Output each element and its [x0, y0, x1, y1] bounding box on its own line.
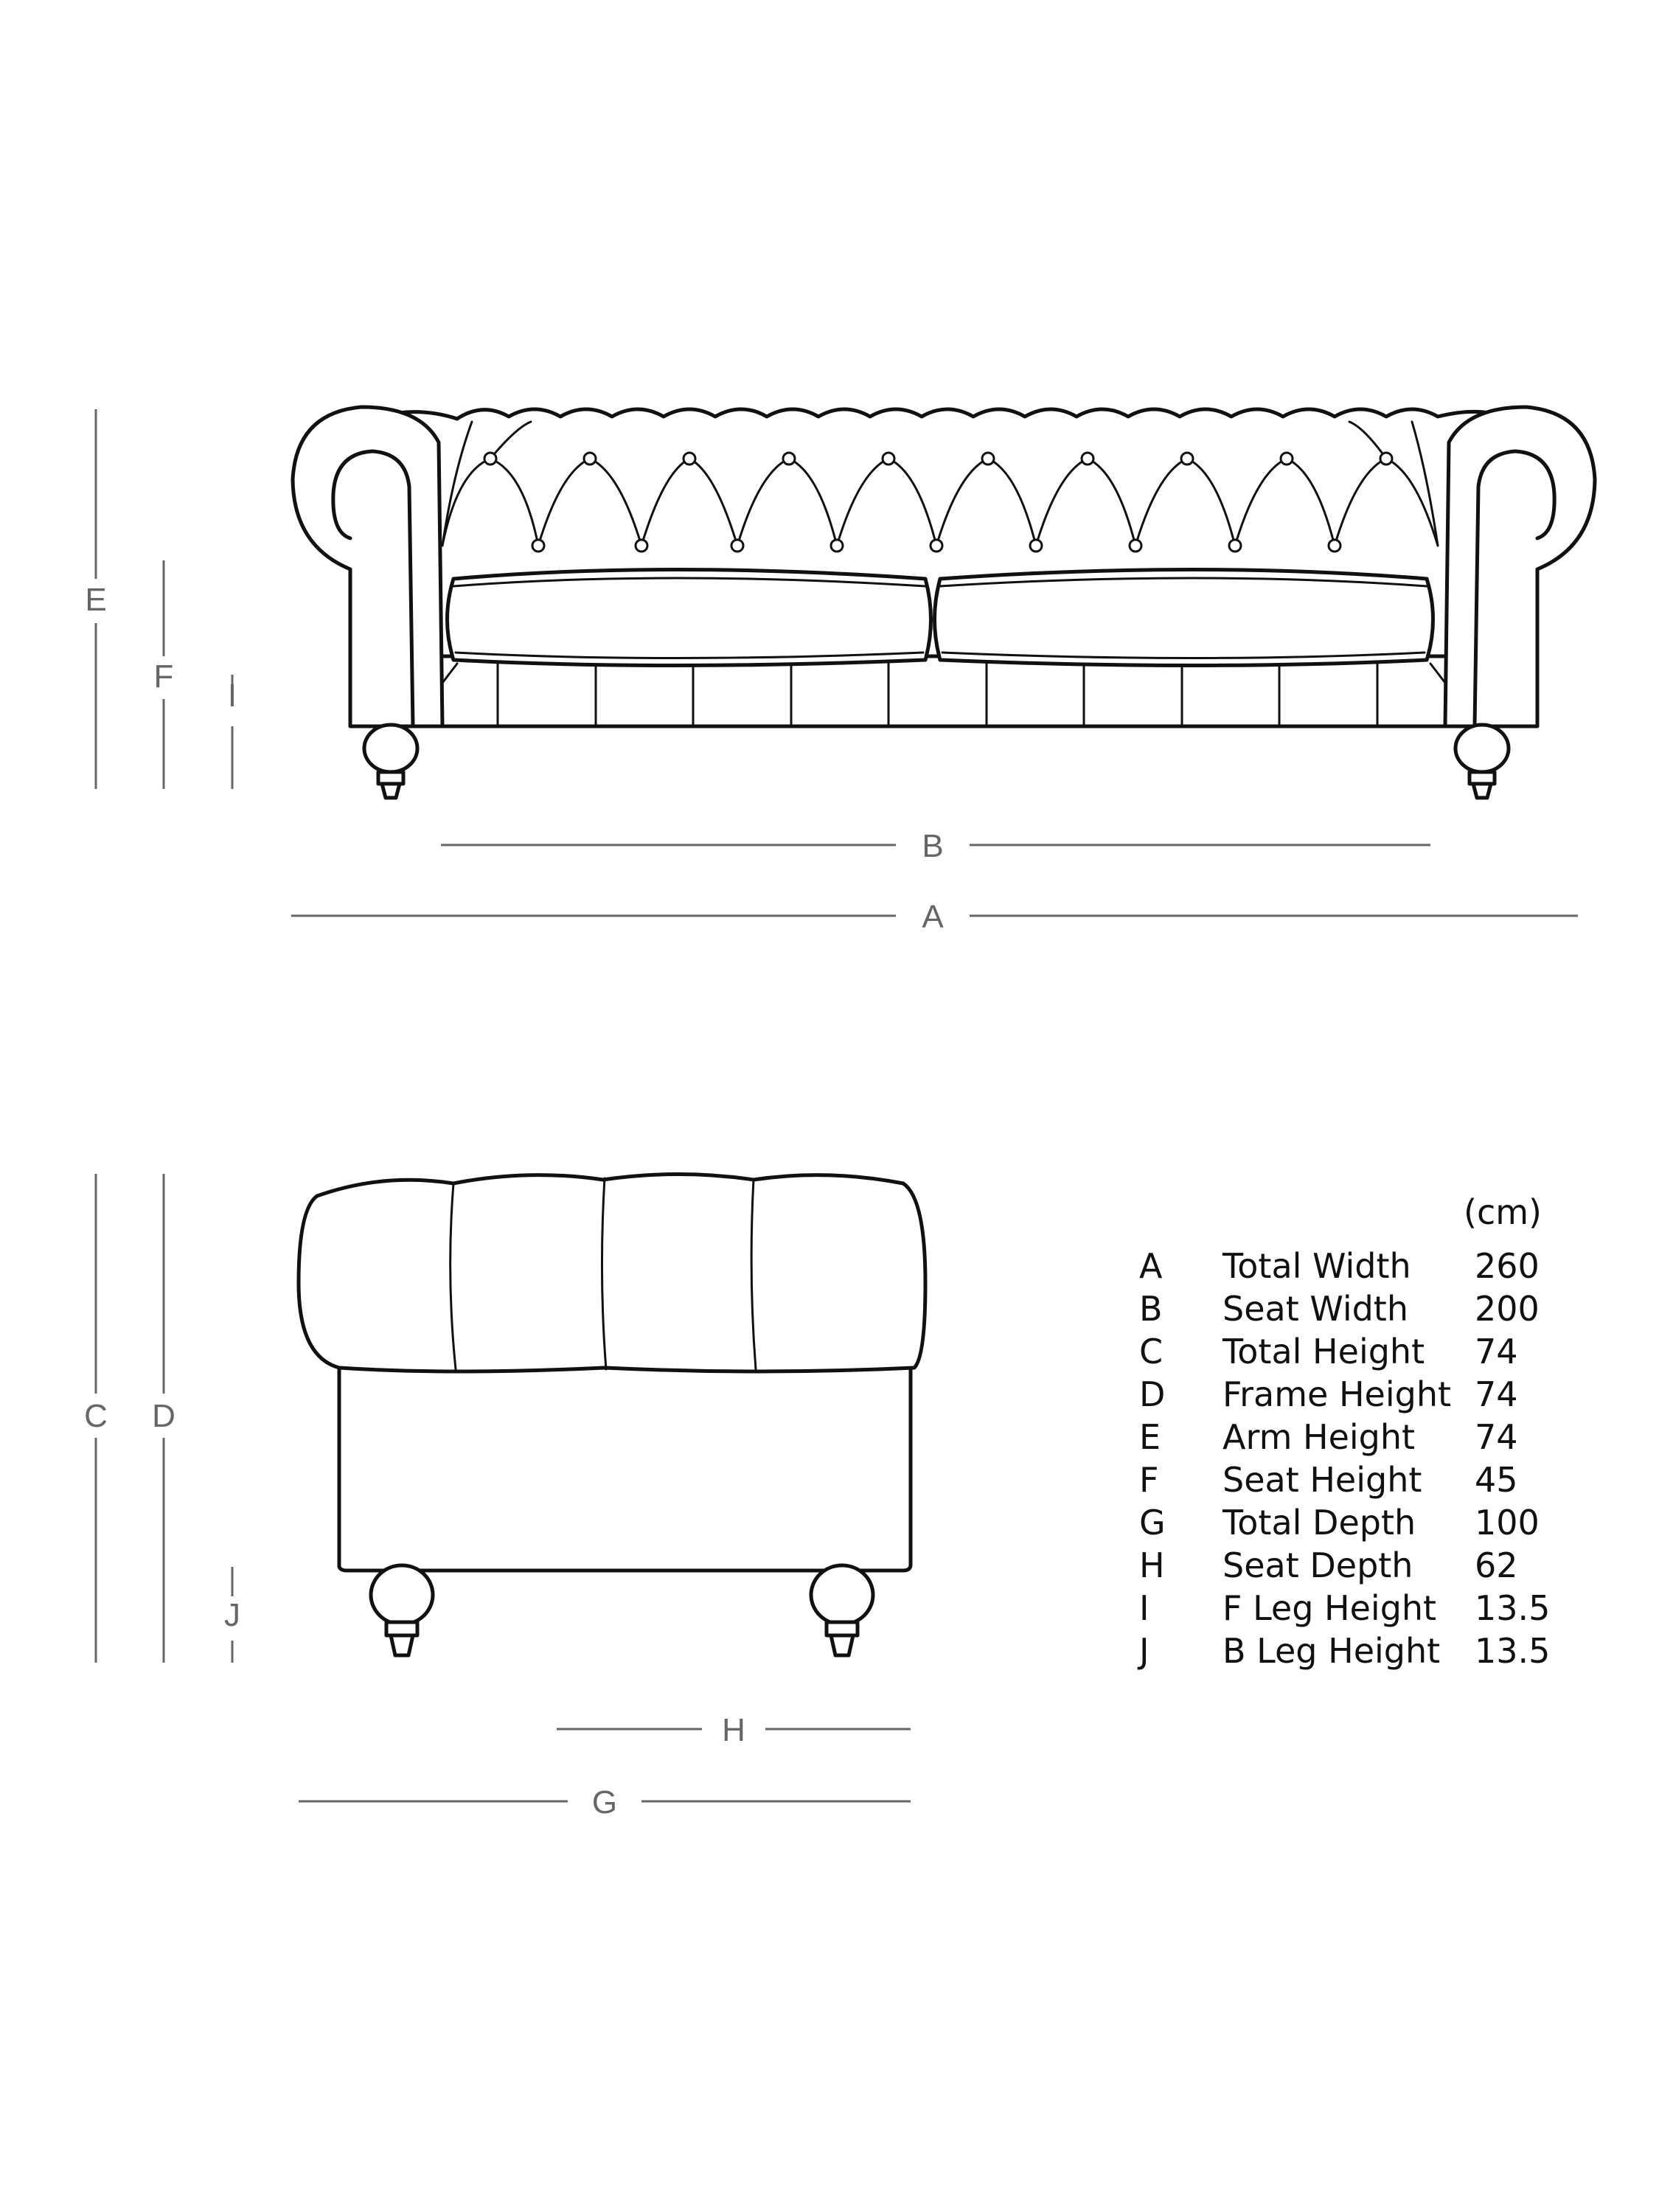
side-back-leg: [811, 1565, 873, 1655]
tuft-button: [1130, 540, 1141, 552]
side-view: [84, 1174, 925, 1820]
label-e: E: [85, 582, 107, 618]
tuft-button: [1229, 540, 1241, 552]
tuft-button: [584, 453, 596, 465]
table-row: [1139, 1503, 1540, 1543]
seat-cushion-right: [935, 570, 1433, 666]
side-backrest: [299, 1175, 925, 1372]
table-row: [1139, 1332, 1518, 1371]
label-b: B: [922, 828, 944, 864]
front-right-leg: [1455, 725, 1509, 798]
front-seat-base: [398, 656, 1489, 726]
row-letter: F: [1139, 1460, 1159, 1500]
tuft-button: [1082, 453, 1093, 465]
label-f: F: [153, 658, 174, 695]
tuft-button: [831, 540, 843, 552]
tuft-button: [1329, 540, 1340, 552]
row-letter: I: [1139, 1588, 1150, 1628]
seat-cushion-left: [448, 570, 931, 666]
label-g: G: [591, 1784, 618, 1820]
tuft-button: [783, 453, 795, 465]
row-name: Total Depth: [1222, 1503, 1416, 1543]
row-value: 260: [1475, 1246, 1540, 1286]
tuft-button: [1380, 453, 1392, 465]
table-row: [1139, 1545, 1518, 1585]
row-letter: H: [1139, 1545, 1165, 1585]
tuft-button: [883, 453, 894, 465]
row-letter: E: [1139, 1417, 1161, 1457]
table-row: [1139, 1246, 1540, 1286]
tuft-button: [636, 540, 647, 552]
row-value: 13.5: [1475, 1631, 1551, 1671]
row-name: Arm Height: [1222, 1417, 1416, 1457]
row-name: Seat Width: [1222, 1289, 1408, 1329]
row-letter: J: [1139, 1631, 1150, 1671]
side-front-leg: [371, 1565, 433, 1655]
row-name: Total Width: [1222, 1246, 1411, 1286]
row-name: B Leg Height: [1222, 1631, 1441, 1671]
table-row: [1139, 1374, 1518, 1414]
side-body: [339, 1364, 911, 1571]
table-row: [1137, 1631, 1550, 1671]
tuft-button: [931, 540, 942, 552]
tuft-button: [1030, 540, 1042, 552]
row-value: 62: [1475, 1545, 1518, 1585]
row-value: 74: [1475, 1332, 1518, 1371]
table-row: [1139, 1289, 1540, 1329]
label-i: I: [227, 678, 237, 714]
tuft-button: [1281, 453, 1293, 465]
row-letter: A: [1139, 1246, 1163, 1286]
label-c: C: [84, 1398, 108, 1434]
row-value: 74: [1475, 1417, 1518, 1457]
tuft-button: [532, 540, 544, 552]
row-name: Frame Height: [1222, 1374, 1452, 1414]
tuft-button: [731, 540, 743, 552]
tuft-button: [982, 453, 994, 465]
label-d: D: [152, 1398, 175, 1434]
table-row: [1139, 1417, 1518, 1457]
table-row: [1139, 1460, 1518, 1500]
row-letter: D: [1139, 1374, 1166, 1414]
row-letter: G: [1139, 1503, 1166, 1543]
table-row: [1139, 1588, 1550, 1628]
unit-label: (cm): [1464, 1192, 1542, 1232]
label-h: H: [722, 1712, 745, 1748]
row-name: Seat Height: [1222, 1460, 1422, 1500]
label-j: J: [224, 1597, 240, 1633]
label-a: A: [922, 899, 944, 935]
row-name: Total Height: [1222, 1332, 1425, 1371]
dimension-table: [1137, 1192, 1550, 1671]
tuft-button: [484, 453, 496, 465]
row-value: 74: [1475, 1374, 1518, 1414]
row-name: Seat Depth: [1222, 1545, 1413, 1585]
row-value: 45: [1475, 1460, 1518, 1500]
row-value: 100: [1475, 1503, 1540, 1543]
tuft-button: [1181, 453, 1193, 465]
row-letter: B: [1139, 1289, 1163, 1329]
row-value: 200: [1475, 1289, 1540, 1329]
row-letter: C: [1139, 1332, 1164, 1371]
row-value: 13.5: [1475, 1588, 1551, 1628]
row-name: F Leg Height: [1222, 1588, 1437, 1628]
tuft-button: [684, 453, 695, 465]
front-left-leg: [364, 725, 417, 798]
front-view: [85, 407, 1595, 935]
